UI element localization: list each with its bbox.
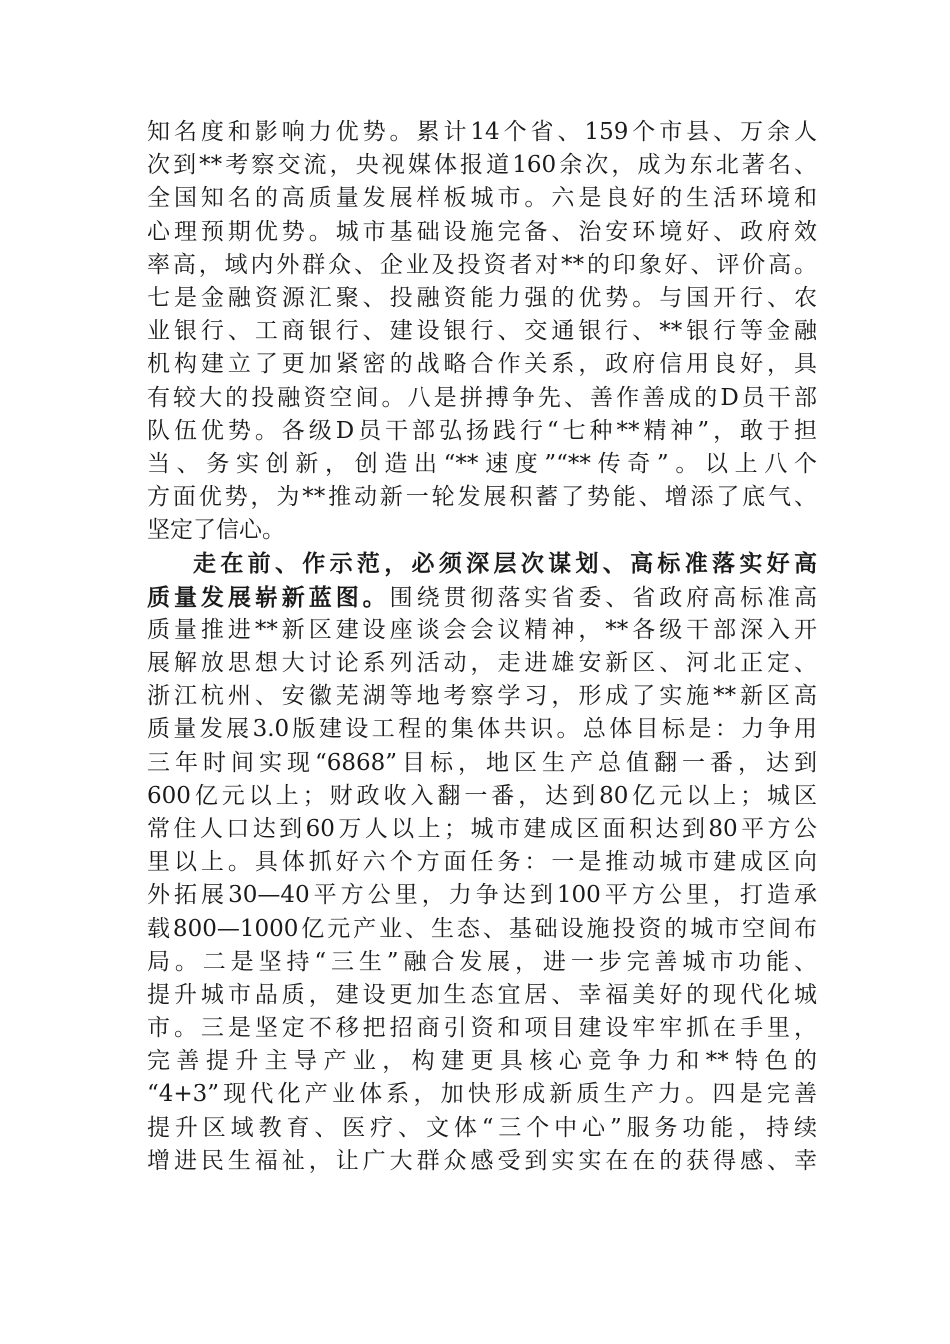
text-line: 队伍优势。各级D员干部弘扬践行“七种**精神”，敢于担 [147,417,817,444]
text-line: 提升城市品质，建设更加生态宜居、幸福美好的现代化城 [147,981,817,1008]
text-line: 次到**考察交流，央视媒体报道160余次，成为东北著名、 [147,152,817,179]
document-body [147,116,817,1178]
text-line-rest: 围绕贯彻落实省委、省政府高标准高 [389,584,818,611]
text-line: 市。三是坚定不移把招商引资和项目建设牢牢抓在手里， [147,1015,817,1042]
text-line: 质量推进**新区建设座谈会会议精神，**各级干部深入开 [147,616,817,643]
text-line: 机构建立了更加紧密的战略合作关系，政府信用良好，具 [147,351,817,378]
text-line: 知名度和影响力优势。累计14个省、159个市县、万余人 [147,119,817,145]
text-line: 常住人口达到60万人以上；城市建成区面积达到80平方公 [147,815,817,842]
text-line: 浙江杭州、安徽芜湖等地考察学习，形成了实施**新区高 [147,683,817,710]
paragraph-advantages [147,116,817,547]
text-line: 方面优势，为**推动新一轮发展积蓄了势能、增添了底气、 [147,484,817,511]
text-line: 展解放思想大讨论系列活动，走进雄安新区、河北正定、 [147,650,817,676]
text-line: 全国知名的高质量发展样板城市。六是良好的生活环境和 [147,185,817,212]
text-line: 增进民生福祉，让广大群众感受到实实在在的获得感、幸 [147,1147,817,1174]
text-line: 业银行、工商银行、建设银行、交通银行、**银行等金融 [147,318,817,345]
paragraph-heading-line: 走在前、作示范，必须深层次谋划、高标准落实好高 [193,550,817,578]
text-line: 完善提升主导产业，构建更具核心竞争力和**特色的 [147,1048,817,1075]
text-line: 载800—1000亿元产业、生态、基础设施投资的城市空间布 [147,915,817,942]
text-line: 局。二是坚持“三生”融合发展，进一步完善城市功能、 [147,948,817,975]
text-line [147,581,817,614]
text-line: 三年时间实现“6868”目标，地区生产总值翻一番，达到 [147,749,817,776]
text-line: 质量发展3.0版建设工程的集体共识。总体目标是：力争用 [147,716,817,743]
paragraph-heading-tail: 质量发展崭新蓝图。 [147,583,390,611]
text-line: 当、务实创新，创造出“**速度”“**传奇”。以上八个 [147,450,817,477]
text-line: 有较大的投融资空间。八是拼搏争先、善作善成的D员干部 [147,384,817,411]
text-line: 外拓展30—40平方公里，力争达到100平方公里，打造承 [147,882,817,909]
text-line: 600亿元以上；财政收入翻一番，达到80亿元以上；城区 [147,782,817,809]
text-line: 率高，域内外群众、企业及投资者对**的印象好、评价高。 [147,251,817,278]
text-line: 心理预期优势。城市基础设施完备、治安环境好、政府效 [147,218,817,245]
text-line: 提升区域教育、医疗、文体“三个中心”服务功能，持续 [147,1114,817,1141]
paragraph-blueprint [147,547,817,1178]
text-line: 七是金融资源汇聚、投融资能力强的优势。与国开行、农 [147,284,817,311]
text-line: “4+3”现代化产业体系，加快形成新质生产力。四是完善 [147,1081,817,1108]
text-line: 里以上。具体抓好六个方面任务：一是推动城市建成区向 [147,849,817,876]
text-line: 坚定了信心。 [147,517,285,544]
